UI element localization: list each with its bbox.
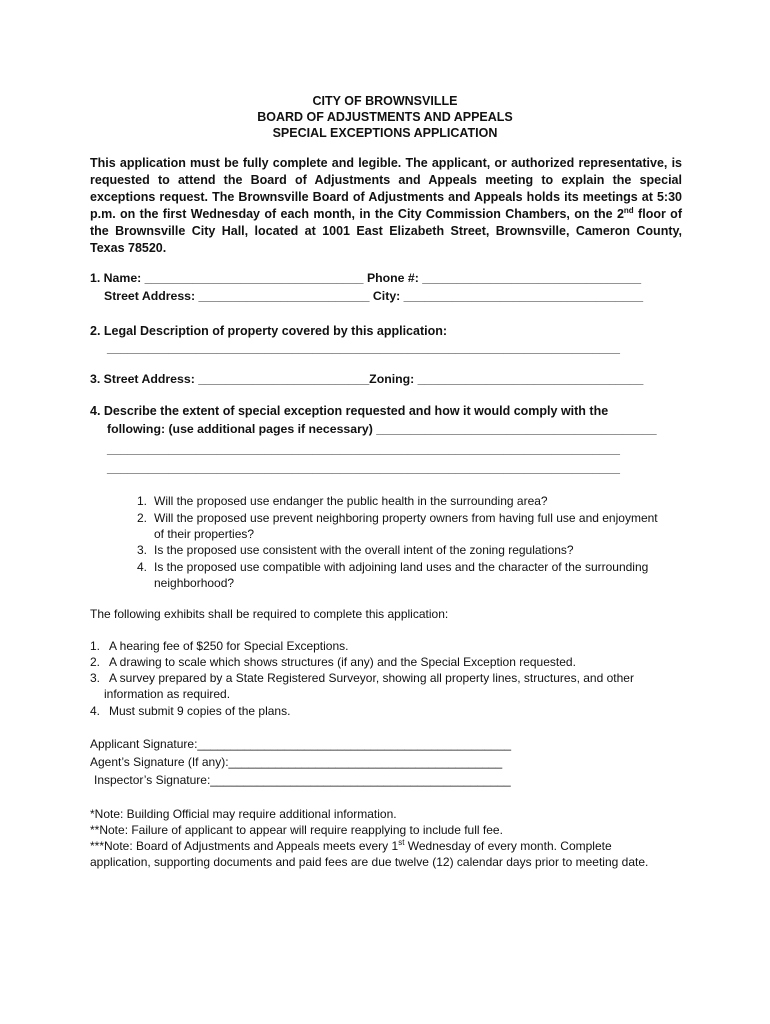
intro-line: Texas 78520. — [90, 241, 167, 255]
question-text: neighborhood? — [154, 576, 235, 590]
intro-text: p.m. on the first Wednesday of each month, in the City Commission Chambers, on the 2 — [90, 207, 624, 221]
question-text: Will the proposed use endanger the public health in the surrounding area? — [154, 494, 548, 508]
exhibit-number: 4. — [90, 704, 101, 718]
intro-line: requested to attend the Board of Adjustments and Appeals meeting to explain the special — [90, 173, 682, 187]
exhibit-text: Must submit 9 copies of the plans. — [109, 704, 291, 718]
note-text: Wednesday of every month. Complete — [404, 839, 612, 853]
question-text: Is the proposed use consistent with the overall intent of the zoning regulations? — [154, 543, 574, 557]
legal-description-label: 2. Legal Description of property covered by this application: — [90, 324, 448, 338]
exhibit-text: A hearing fee of $250 for Special Exceptions. — [109, 639, 349, 653]
exhibit-number: 1. — [90, 639, 101, 653]
question-text: of their properties? — [154, 527, 255, 541]
question-number: 1. — [137, 494, 148, 508]
inspector-signature-field[interactable]: Inspector’s Signature:_____________________________________________ — [94, 773, 511, 787]
note-2: **Note: Failure of applicant to appear will require reapplying to include full fee. — [90, 823, 503, 837]
legal-description-field[interactable]: ___________________________________________________________________________ — [107, 341, 620, 355]
note-1: *Note: Building Official may require additional information. — [90, 807, 397, 821]
describe-line[interactable]: ___________________________________________________________________________ — [107, 461, 620, 475]
describe-label: 4. Describe the extent of special exception requested and how it would comply with the — [90, 404, 609, 418]
question-number: 4. — [137, 560, 148, 574]
name-phone-field[interactable]: 1. Name: ________________________________ Phone #: ________________________________ — [90, 271, 642, 285]
note-3 — [90, 838, 612, 854]
intro-line — [90, 206, 682, 223]
question-text: Is the proposed use compatible with adjoining land uses and the character of the surrounding — [154, 560, 649, 574]
intro-line: exceptions request. The Brownsville Board of Adjustments and Appeals holds its meetings at 5:30 — [90, 190, 682, 204]
note-text: ***Note: Board of Adjustments and Appeals meets every 1 — [90, 839, 399, 853]
exhibit-number: 3. — [90, 671, 101, 685]
agent-signature-field[interactable]: Agent’s Signature (If any):_________________________________________ — [90, 755, 503, 769]
exhibit-number: 2. — [90, 655, 101, 669]
exhibit-text: A survey prepared by a State Registered Surveyor, showing all property lines, structures, and other — [109, 671, 634, 685]
header-board: BOARD OF ADJUSTMENTS AND APPEALS — [257, 110, 513, 124]
question-text: Will the proposed use prevent neighboring property owners from having full use and enjoyment — [154, 511, 658, 525]
header-title: SPECIAL EXCEPTIONS APPLICATION — [272, 126, 498, 140]
intro-text: floor of — [633, 207, 682, 221]
exhibit-text: A drawing to scale which shows structures (if any) and the Special Exception requested. — [109, 655, 576, 669]
applicant-signature-field[interactable]: Applicant Signature:_______________________________________________ — [90, 737, 512, 751]
note-4: application, supporting documents and paid fees are due twelve (12) calendar days prior to meeting date. — [90, 855, 649, 869]
question-number: 2. — [137, 511, 148, 525]
describe-line[interactable]: ___________________________________________________________________________ — [107, 442, 620, 456]
intro-line: This application must be fully complete and legible. The applicant, or authorized representative, is — [90, 156, 682, 170]
header-city: CITY OF BROWNSVILLE — [312, 94, 458, 108]
intro-line: the Brownsville City Hall, located at 1001 East Elizabeth Street, Brownsville, Cameron County, — [90, 224, 682, 238]
street-city-field[interactable]: Street Address: _________________________ City: ___________________________________ — [104, 289, 644, 303]
describe-field[interactable]: following: (use additional pages if necessary) _________________________________________ — [107, 422, 657, 436]
question-number: 3. — [137, 543, 148, 557]
exhibits-intro: The following exhibits shall be required to complete this application: — [90, 607, 449, 621]
note-superscript: st — [398, 838, 405, 847]
intro-paragraph — [90, 155, 682, 257]
address-zoning-field[interactable]: 3. Street Address: _________________________Zoning: _________________________________ — [90, 372, 644, 386]
intro-superscript: nd — [623, 205, 634, 215]
exhibit-text: information as required. — [104, 687, 231, 701]
